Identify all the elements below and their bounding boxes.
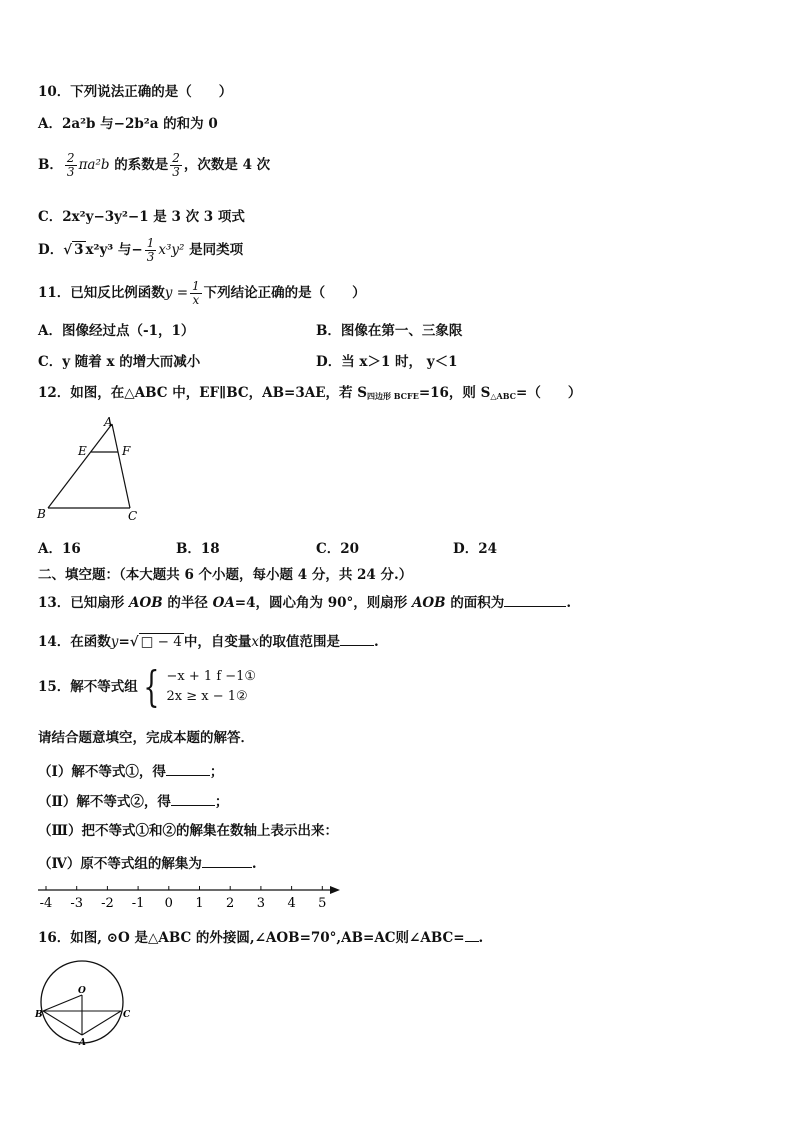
text: 中，自变量 <box>183 634 252 650</box>
math-term: OA <box>212 595 235 611</box>
text: 的半径 <box>167 595 208 611</box>
text: =（ ） <box>516 385 582 401</box>
answer-blank[interactable] <box>166 761 210 776</box>
q15-stem <box>38 662 257 711</box>
fraction-denominator: 3 <box>146 250 155 264</box>
q15-step-2 <box>38 791 228 811</box>
text: ，次数是 4 次 <box>183 157 271 173</box>
q12-stem <box>38 384 581 405</box>
text: ； <box>214 794 229 810</box>
q16-stem <box>38 927 483 947</box>
label-o: O <box>78 986 86 996</box>
label-b: B <box>37 507 46 521</box>
text: 13．已知扇形 <box>38 595 125 611</box>
section-2-heading: 二、填空题：（本大题共 6 个小题，每小题 4 分，共 24 分.） <box>38 567 413 583</box>
fraction-denominator: x <box>192 293 200 307</box>
fraction <box>190 280 202 307</box>
number-line-tick-label: -2 <box>101 896 114 911</box>
text: =16，则 S <box>418 385 491 401</box>
q12-option-d: D．24 <box>453 541 497 557</box>
text: ； <box>209 764 224 780</box>
q10-option-a: A．2a²b 与−2b²a 的和为 0 <box>38 116 218 132</box>
option-letter: B． <box>38 157 63 173</box>
q15-step-1 <box>38 761 223 781</box>
label-e: E <box>78 444 87 458</box>
number-line-tick-label: 2 <box>226 896 235 911</box>
q10-option-d <box>38 237 243 264</box>
option-letter: D． <box>38 242 64 258</box>
brace: { <box>143 662 160 711</box>
number-line <box>34 880 346 912</box>
sqrt-radicand: □ − 4 <box>140 634 182 650</box>
segment-ac <box>112 424 130 508</box>
q11-option-c: C．y 随着 x 的增大而减小 <box>38 354 201 370</box>
fraction-numerator: 1 <box>146 236 155 250</box>
inequality-1: −x + 1 f −1① <box>166 669 257 684</box>
q10-stem: 10．下列说法正确的是（ ） <box>38 84 233 100</box>
text: 是同类项 <box>184 242 244 258</box>
inequality-2: 2x ≥ x − 1② <box>166 689 248 704</box>
fraction-denominator: 3 <box>172 165 180 179</box>
label-a: A <box>79 1038 86 1047</box>
number-line-tick-label: -1 <box>131 896 145 911</box>
math-term: y <box>110 634 119 650</box>
answer-blank[interactable] <box>465 927 479 942</box>
text: 12．如图，在△ABC 中，EF∥BC，AB=3AE，若 S <box>38 385 367 401</box>
segment-ba <box>43 1011 82 1035</box>
math-term: x³y² <box>158 242 185 258</box>
text: （Ⅱ）解不等式②，得 <box>38 794 171 810</box>
q16-circle-figure <box>34 955 134 1047</box>
text: . <box>566 595 572 611</box>
label-a: A <box>104 415 113 429</box>
text: . <box>478 930 484 946</box>
label-b: B <box>35 1010 43 1020</box>
text: 的面积为 <box>450 595 505 611</box>
answer-blank[interactable] <box>340 631 374 646</box>
text: 15．解不等式组 <box>38 679 138 695</box>
text: 的系数是 <box>109 157 169 173</box>
fraction-denominator: 3 <box>66 165 75 179</box>
label-f: F <box>122 444 131 458</box>
number-line-tick-label: 0 <box>164 896 173 911</box>
math-term: y = <box>164 285 189 301</box>
q15-instruction: 请结合题意填空，完成本题的解答． <box>38 730 254 746</box>
text: 14．在函数 <box>38 634 111 650</box>
text: =4，圆心角为 90°，则扇形 <box>234 595 408 611</box>
segment-ab <box>48 424 112 508</box>
fraction <box>145 237 157 264</box>
sqrt: √ 3 <box>63 242 84 258</box>
text: 11．已知反比例函数 <box>38 285 165 301</box>
q12-option-a: A．16 <box>38 541 81 557</box>
q11-option-a: A．图像经过点（-1，1） <box>38 323 195 339</box>
fraction <box>65 152 77 179</box>
number-line-tick-label: 4 <box>287 896 296 911</box>
q11-stem <box>38 280 366 307</box>
q12-triangle-figure <box>34 414 144 526</box>
q14-stem <box>38 631 379 651</box>
q12-option-b: B．18 <box>176 541 220 557</box>
number-line-tick-label: -3 <box>70 896 84 911</box>
math-term: AOB <box>411 595 446 611</box>
fraction-numerator: 2 <box>66 151 75 165</box>
subscript: △ABC <box>490 391 517 401</box>
math-term: x <box>251 634 259 650</box>
q15-step-3: （Ⅲ）把不等式①和②的解集在数轴上表示出来： <box>38 823 338 839</box>
sqrt-radicand: 3 <box>74 242 84 258</box>
text: （Ⅳ）原不等式组的解集为 <box>38 856 202 872</box>
text: . <box>251 856 257 872</box>
text: =√ <box>118 634 139 650</box>
q10-option-c: C．2x²y−3y²−1 是 3 次 3 项式 <box>38 209 245 225</box>
math-term: πa²b <box>78 157 110 173</box>
fraction <box>170 152 182 179</box>
text: . <box>374 634 379 650</box>
q11-option-b: B．图像在第一、三象限 <box>316 323 463 339</box>
inequality-system <box>138 662 257 711</box>
number-line-tick-label: 1 <box>195 896 204 911</box>
inequality-lines <box>167 667 257 707</box>
subscript: 四边形 BCFE <box>366 391 419 401</box>
q15-step-4 <box>38 853 257 873</box>
answer-blank[interactable] <box>171 791 215 806</box>
text: 的取值范围是 <box>259 634 340 650</box>
text: x²y³ 与− <box>85 242 143 258</box>
text: 下列结论正确的是（ ） <box>203 285 366 301</box>
arrow-right-icon <box>330 886 340 894</box>
q13-stem <box>38 592 571 612</box>
q11-option-d: D．当 x＞1 时， y＜1 <box>316 354 458 370</box>
answer-blank[interactable] <box>202 853 252 868</box>
fraction-numerator: 1 <box>192 279 200 293</box>
segment-ca <box>82 1011 121 1035</box>
label-c: C <box>123 1010 131 1020</box>
segment-ob <box>43 995 82 1011</box>
fraction-numerator: 2 <box>172 151 180 165</box>
label-c: C <box>128 509 138 523</box>
text: 16．如图, ⊙O 是△ABC 的外接圆,∠AOB=70°,AB=AC则∠ABC= <box>38 930 465 946</box>
math-term: AOB <box>129 595 163 611</box>
text: （Ⅰ）解不等式①，得 <box>38 764 166 780</box>
number-line-tick-label: 5 <box>318 896 327 911</box>
q10-option-b <box>38 152 270 179</box>
q12-option-c: C．20 <box>316 541 360 557</box>
number-line-tick-label: 3 <box>256 896 266 911</box>
number-line-tick-label: -4 <box>39 896 53 911</box>
answer-blank[interactable] <box>504 592 566 607</box>
